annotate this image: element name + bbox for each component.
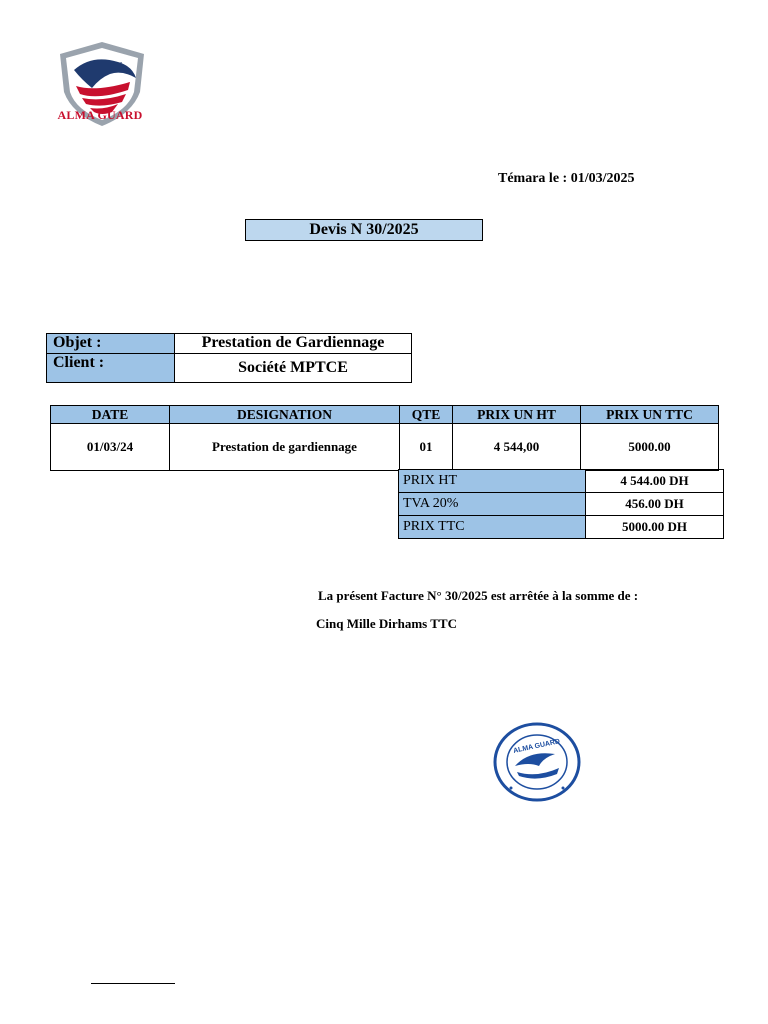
totals-row (399, 470, 724, 493)
cell-qte: 01 (400, 424, 453, 471)
header-prix-un-ttc: PRIX UN TTC (581, 406, 719, 424)
total-value: 456.00 DH (586, 493, 724, 516)
signature-line (91, 983, 175, 984)
header-date: DATE (51, 406, 170, 424)
total-value: 5000.00 DH (586, 516, 724, 539)
cell-prix-ht: 4 544,00 (453, 424, 581, 471)
client-label: Client : (46, 353, 175, 383)
totals-row (399, 493, 724, 516)
devis-title: Devis N 30/2025 (245, 219, 483, 241)
header-prix-un-ht: PRIX UN HT (453, 406, 581, 424)
total-label: TVA 20% (399, 493, 586, 516)
totals-table (398, 469, 724, 539)
header-qte: QTE (400, 406, 453, 424)
cell-date: 01/03/24 (51, 424, 170, 471)
document-date: Témara le : 01/03/2025 (498, 171, 635, 186)
logo-brand-text: ALMA GUARD (57, 108, 143, 122)
table-row (51, 424, 719, 471)
amount-in-words: Cinq Mille Dirhams TTC (316, 616, 457, 631)
client-value: Société MPTCE (174, 353, 412, 383)
total-label: PRIX TTC (399, 516, 586, 539)
svg-text:ALMA GUARD: ALMA GUARD (512, 738, 561, 755)
arrete-statement: La présent Facture N° 30/2025 est arrêtée à la somme de : (318, 588, 639, 603)
cell-designation: Prestation de gardiennage (170, 424, 400, 471)
devis-items-table (50, 405, 719, 471)
total-value: 4 544.00 DH (586, 470, 724, 493)
stamp-seal-icon (493, 722, 581, 802)
table-header-row (51, 406, 719, 424)
cell-prix-ttc: 5000.00 (581, 424, 719, 471)
objet-value: Prestation de Gardiennage (174, 333, 412, 354)
totals-row (399, 516, 724, 539)
company-stamp (493, 722, 581, 802)
objet-label: Objet : (46, 333, 175, 354)
header-designation: DESIGNATION (170, 406, 400, 424)
total-label: PRIX HT (399, 470, 586, 493)
